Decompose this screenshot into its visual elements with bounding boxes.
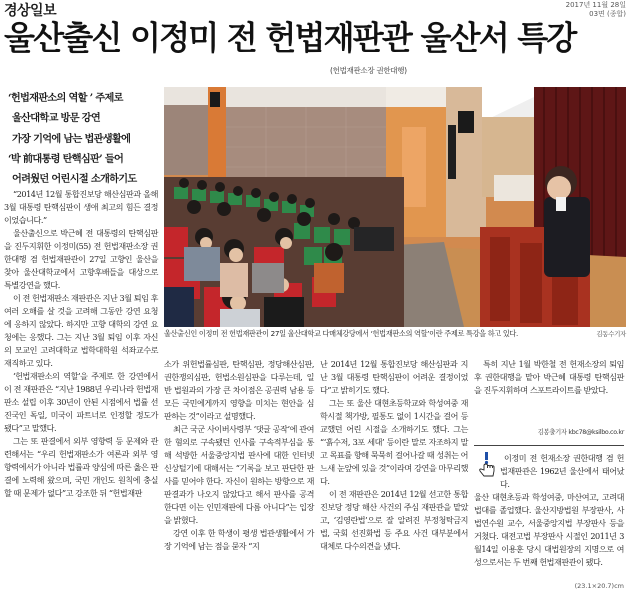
photo-caption	[164, 329, 626, 339]
profile-text-rest: 울산 대현초등과 학성여중, 마산여고, 고려대 법대를 졸업했다. 울산지방법원 부장판사, 사법연수원 교수, 서울중앙지법 부장판사 등을 거쳤다. 대전고법 부장판사 시절인 2011년 3월14일 이용훈 당시 대법원장의 지명으로 여성으로서는 두 번째 헌법재판관이 됐다.	[474, 492, 624, 567]
summary-line: 가장 기억에 남는 법관생활에	[12, 132, 131, 145]
summary-box	[8, 88, 160, 189]
lecture-photo	[164, 87, 626, 327]
article-column-2	[164, 358, 314, 553]
headline: 울산출신 이정미 전 헌법재판관 울산서 특강	[4, 19, 576, 57]
photo-credit: 김동수기자	[596, 330, 626, 338]
masthead: 경상일보	[4, 3, 57, 19]
subhead-byline: (헌법재판소장 권한대행)	[330, 66, 407, 75]
paragraph: 이 전 재판관은 2014년 12월 선고한 통합진보당 정당 해산 사건의 주심 재판관을 맡았고, ‘김영란법’으로 잘 알려진 부정청탁금지법, 국회 선진화법 등 주요 사건 대부분에서 대체로 다수의견을 냈다.	[320, 489, 468, 551]
article-column-3	[320, 358, 468, 553]
paragraph: ‘헌법재판소의 역할’을 주제로 한 강연에서 이 전 재판관은 “지난 1988년 우리나라 헌법재판소 설립 이후 30년이 안된 시점에서 법률 선진국인 독일, 미국이 파트너로 인정할 정도가 됐다”고 말했다.	[4, 371, 158, 433]
summary-line: 어려웠던 어린시절 소개하기도	[12, 173, 137, 186]
profile-text-first: 이정미 전 헌재소장 권한대행 겸 헌법재판관은 1962년 울산에서 태어났다.	[500, 453, 624, 489]
paragraph: 난 2014년 12월 통합진보당 해산심판과 지난 3월 대통령 탄핵심판이 어려운 결정이었다”고 밝히기도 했다.	[320, 359, 468, 395]
article-column-4	[474, 358, 624, 397]
issue-date: 2017년 11월 28일	[565, 1, 626, 9]
profile-box	[474, 452, 624, 569]
size-note: (23.1×20.7)cm	[574, 582, 624, 590]
summary-line: ‘박 前대통령 탄핵심판’ 들어	[8, 152, 124, 165]
summary-line: ‘헌법재판소의 역할 ’ 주제로	[8, 92, 123, 104]
section-divider	[474, 445, 624, 446]
lecture-hall-illustration	[164, 87, 626, 327]
caption-text: 울산출신인 이정미 전 헌법재판관이 27일 울산대학교 다매체강당에서 ‘헌법재판소의 역할’이란 주제로 특강을 하고 있다.	[164, 329, 518, 338]
paragraph: 그는 또 판결에서 외부 영향력 등 문제와 관련해서는 “우리 헌법재판소가 여론과 외부 영향력에서가 아니라 법률과 양심에 따른 옳은 판결에 노력해 왔으며, 국민 개인도 원칙에 충실할 때 문제가 없다”고 강조한 뒤 “헌법재판	[4, 436, 158, 498]
reporter-byline: 김봉출기자 kbc78@ksilbo.co.kr	[537, 429, 624, 436]
paragraph: 이 전 헌법재판소 재판관은 지난 3월 퇴임 후 여러 오해를 살 것을 고려해 그동안 강연 요청에 응하지 않았다. 하지만 고향 대학의 강연 요청에는 응했다. 그는 지난 3월 퇴임 이후 자신의 모교인 고려대학교 법학대학원 석좌교수로 재직하고 있다.	[4, 293, 158, 368]
paragraph: “2014년 12월 통합진보당 해산심판과 올해 3월 대통령 탄핵심판이 생애 최고의 힘든 결정이었습니다.”	[4, 189, 158, 225]
paragraph: 강연 이후 한 학생이 평생 법관생활에서 가장 기억에 남는 점을 묻자 “지	[164, 528, 314, 551]
paragraph: 울산출신으로 박근혜 전 대통령의 탄핵심판을 진두지휘한 이정미(55) 전 헌법재판소장 권한대행 겸 헌법재판관이 27일 고향인 울산을 찾아 울산대학교에서 고향후배들을 대상으로 특별강연을 했다.	[4, 228, 158, 290]
paragraph: 특히 지난 1월 박한철 전 헌재소장의 퇴임 후 권한대행을 맡아 박근혜 대통령 탄핵심판을 진두지휘하며 스포트라이트를 받았다.	[474, 359, 624, 395]
page-section: 03면 (종합)	[589, 10, 626, 18]
paragraph: 최근 국군 사이버사령부 ‘댓글 공작’에 관여한 혐의로 구속됐던 인사를 구속적부심을 통해 석방한 서울중앙지법 판사에 대한 인터넷 신상털기에 대해서는 “기록을 보고 판단한 판사를 믿어야 한다. 자신이 원하는 방향으로 재판결과가 나오지 않았다고 해서 판사를 공격한다면 이는 인민재판에 다름 아니다”는 입장을 밝혔다.	[164, 424, 314, 525]
date-section	[566, 1, 626, 19]
paragraph: 그는 또 울산 대현초등학교와 학성여중 재학시절 책가방, 필통도 없이 1시간을 걸어 등교했던 어린 시절을 소개하기도 했다. 그는 “‘흙수저, 3포 세대’ 등이란 말로 자조하지 말고 목표를 향해 묵묵히 걸어나갈 때 성취는 어느새 눈앞에 있을 것”이라며 강연을 마무리했다.	[320, 398, 468, 486]
summary-line: 울산대학교 방문 강연	[12, 112, 100, 125]
paragraph: 소가 위헌법률심판, 탄핵심판, 정당해산심판, 권한쟁의심판, 헌법소원심판을 다루는데, 일반 법원과의 가장 큰 차이점은 공권력 남용 등 모든 국민에게까지 영향을 미치는 현안을 심판하는 것”이라고 설명했다.	[164, 359, 314, 421]
article-column-1	[4, 188, 158, 500]
